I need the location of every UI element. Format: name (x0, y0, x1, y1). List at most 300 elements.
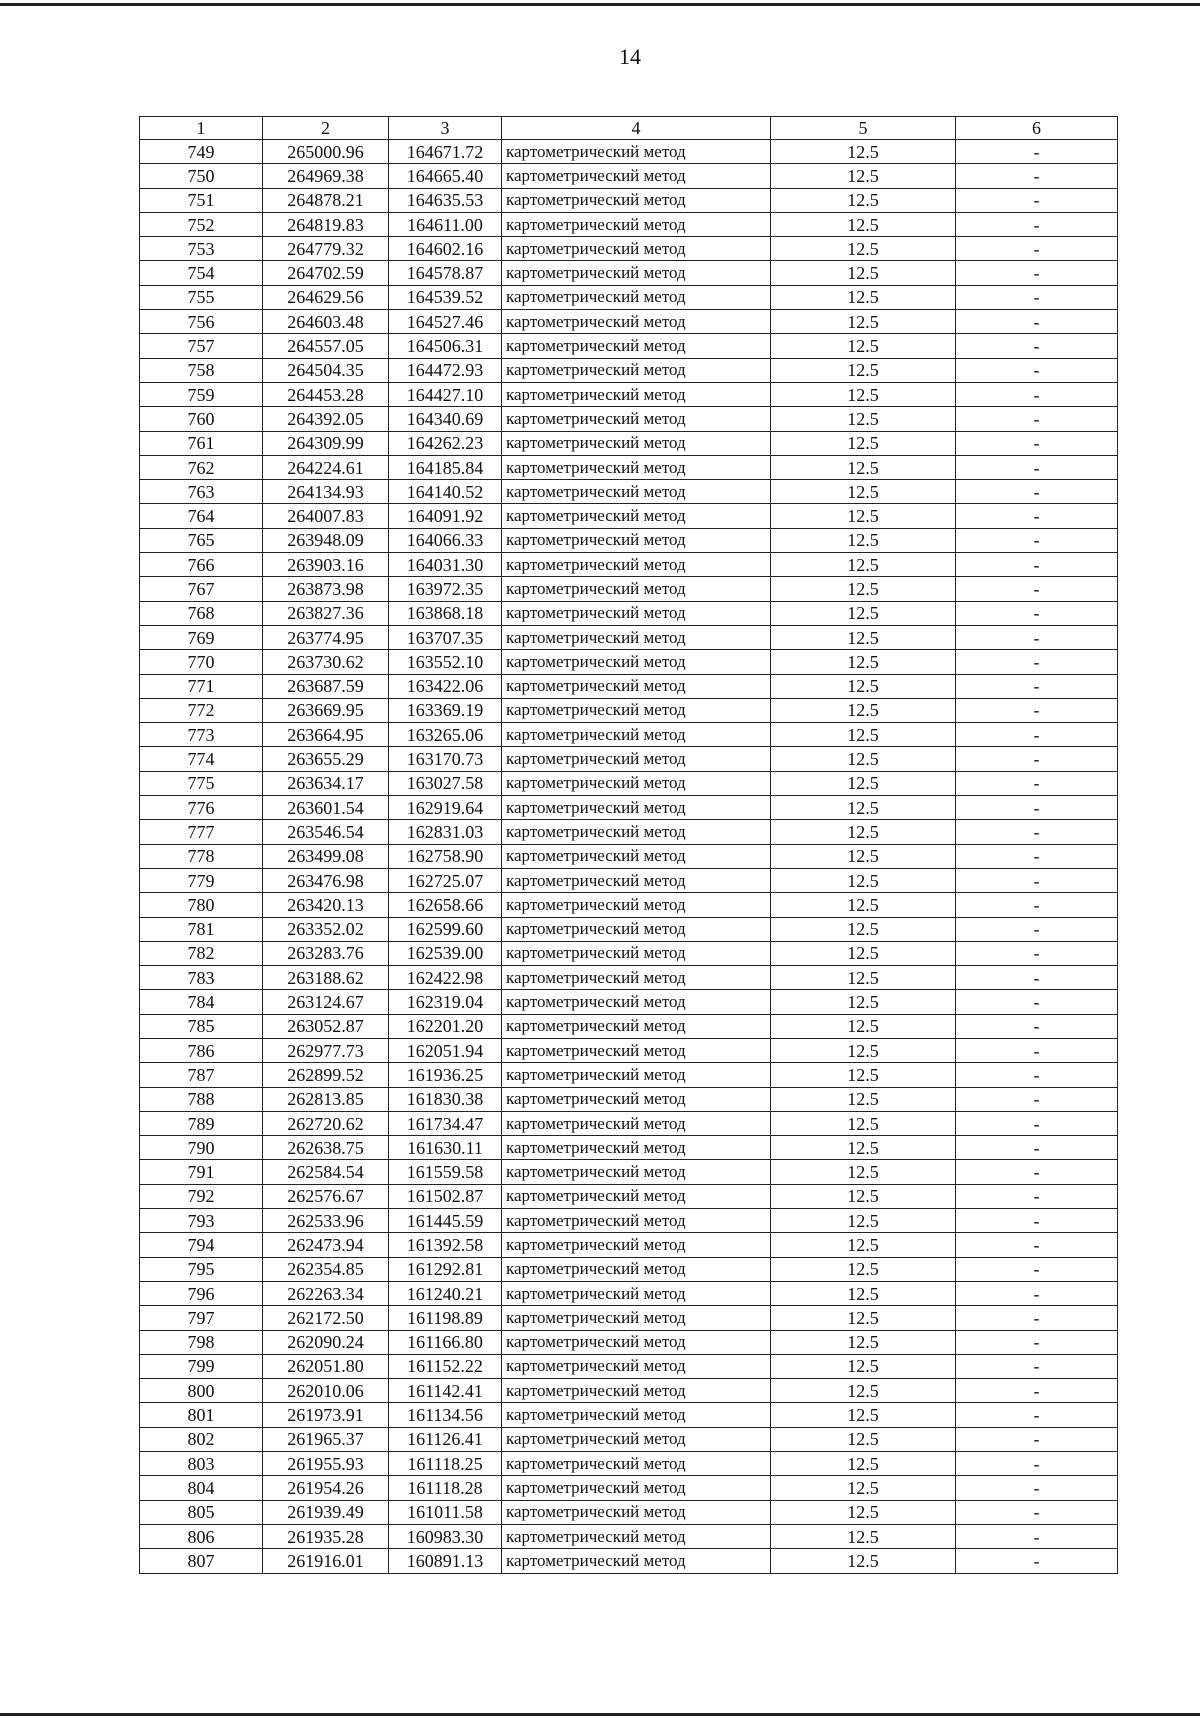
x-coordinate-cell: 263052.87 (263, 1014, 389, 1038)
y-coordinate-cell: 161734.47 (389, 1111, 502, 1135)
point-number-cell: 779 (140, 868, 263, 892)
method-cell: картометрический метод (502, 334, 771, 358)
note-cell: - (956, 1160, 1118, 1184)
y-coordinate-cell: 161830.38 (389, 1087, 502, 1111)
note-cell: - (956, 140, 1118, 164)
accuracy-cell: 12.5 (771, 553, 956, 577)
table-row (140, 747, 1118, 771)
y-coordinate-cell: 161936.25 (389, 1063, 502, 1087)
table-row (140, 310, 1118, 334)
note-cell: - (956, 553, 1118, 577)
table-row (140, 358, 1118, 382)
note-cell: - (956, 1403, 1118, 1427)
method-cell: картометрический метод (502, 1330, 771, 1354)
y-coordinate-cell: 164578.87 (389, 261, 502, 285)
accuracy-cell: 12.5 (771, 1330, 956, 1354)
note-cell: - (956, 261, 1118, 285)
note-cell: - (956, 1500, 1118, 1524)
table-row (140, 625, 1118, 649)
method-cell: картометрический метод (502, 820, 771, 844)
point-number-cell: 781 (140, 917, 263, 941)
x-coordinate-cell: 262473.94 (263, 1233, 389, 1257)
note-cell: - (956, 1452, 1118, 1476)
accuracy-cell: 12.5 (771, 480, 956, 504)
y-coordinate-cell: 163868.18 (389, 601, 502, 625)
point-number-cell: 760 (140, 407, 263, 431)
note-cell: - (956, 407, 1118, 431)
note-cell: - (956, 577, 1118, 601)
x-coordinate-cell: 261955.93 (263, 1452, 389, 1476)
y-coordinate-cell: 161126.41 (389, 1427, 502, 1451)
accuracy-cell: 12.5 (771, 407, 956, 431)
point-number-cell: 767 (140, 577, 263, 601)
method-cell: картометрический метод (502, 1306, 771, 1330)
accuracy-cell: 12.5 (771, 1354, 956, 1378)
method-cell: картометрический метод (502, 941, 771, 965)
table-row (140, 285, 1118, 309)
note-cell: - (956, 990, 1118, 1014)
point-number-cell: 806 (140, 1524, 263, 1548)
y-coordinate-cell: 161166.80 (389, 1330, 502, 1354)
note-cell: - (956, 431, 1118, 455)
accuracy-cell: 12.5 (771, 1160, 956, 1184)
table-row (140, 650, 1118, 674)
x-coordinate-cell: 264007.83 (263, 504, 389, 528)
note-cell: - (956, 358, 1118, 382)
note-cell: - (956, 966, 1118, 990)
y-coordinate-cell: 164066.33 (389, 528, 502, 552)
accuracy-cell: 12.5 (771, 528, 956, 552)
x-coordinate-cell: 263546.54 (263, 820, 389, 844)
point-number-cell: 766 (140, 553, 263, 577)
accuracy-cell: 12.5 (771, 1111, 956, 1135)
point-number-cell: 769 (140, 625, 263, 649)
accuracy-cell: 12.5 (771, 504, 956, 528)
note-cell: - (956, 917, 1118, 941)
accuracy-cell: 12.5 (771, 674, 956, 698)
accuracy-cell: 12.5 (771, 1281, 956, 1305)
table-row (140, 868, 1118, 892)
method-cell: картометрический метод (502, 188, 771, 212)
accuracy-cell: 12.5 (771, 1476, 956, 1500)
y-coordinate-cell: 161392.58 (389, 1233, 502, 1257)
y-coordinate-cell: 164340.69 (389, 407, 502, 431)
x-coordinate-cell: 264969.38 (263, 164, 389, 188)
x-coordinate-cell: 262051.80 (263, 1354, 389, 1378)
point-number-cell: 785 (140, 1014, 263, 1038)
y-coordinate-cell: 162539.00 (389, 941, 502, 965)
x-coordinate-cell: 264309.99 (263, 431, 389, 455)
point-number-cell: 763 (140, 480, 263, 504)
method-cell: картометрический метод (502, 990, 771, 1014)
x-coordinate-cell: 264629.56 (263, 285, 389, 309)
y-coordinate-cell: 164539.52 (389, 285, 502, 309)
point-number-cell: 758 (140, 358, 263, 382)
point-number-cell: 778 (140, 844, 263, 868)
method-cell: картометрический метод (502, 1379, 771, 1403)
point-number-cell: 792 (140, 1184, 263, 1208)
accuracy-cell: 12.5 (771, 358, 956, 382)
method-cell: картометрический метод (502, 212, 771, 236)
point-number-cell: 772 (140, 698, 263, 722)
point-number-cell: 774 (140, 747, 263, 771)
accuracy-cell: 12.5 (771, 310, 956, 334)
x-coordinate-cell: 262813.85 (263, 1087, 389, 1111)
y-coordinate-cell: 161502.87 (389, 1184, 502, 1208)
x-coordinate-cell: 262638.75 (263, 1136, 389, 1160)
y-coordinate-cell: 163422.06 (389, 674, 502, 698)
y-coordinate-cell: 163972.35 (389, 577, 502, 601)
table-row (140, 1160, 1118, 1184)
table-row (140, 771, 1118, 795)
accuracy-cell: 12.5 (771, 868, 956, 892)
point-number-cell: 799 (140, 1354, 263, 1378)
x-coordinate-cell: 262010.06 (263, 1379, 389, 1403)
note-cell: - (956, 212, 1118, 236)
x-coordinate-cell: 263948.09 (263, 528, 389, 552)
note-cell: - (956, 1379, 1118, 1403)
accuracy-cell: 12.5 (771, 164, 956, 188)
x-coordinate-cell: 263188.62 (263, 966, 389, 990)
note-cell: - (956, 237, 1118, 261)
accuracy-cell: 12.5 (771, 893, 956, 917)
method-cell: картометрический метод (502, 261, 771, 285)
note-cell: - (956, 1427, 1118, 1451)
y-coordinate-cell: 161011.58 (389, 1500, 502, 1524)
method-cell: картометрический метод (502, 164, 771, 188)
method-cell: картометрический метод (502, 747, 771, 771)
method-cell: картометрический метод (502, 771, 771, 795)
point-number-cell: 800 (140, 1379, 263, 1403)
x-coordinate-cell: 262090.24 (263, 1330, 389, 1354)
method-cell: картометрический метод (502, 310, 771, 334)
point-number-cell: 753 (140, 237, 263, 261)
accuracy-cell: 12.5 (771, 650, 956, 674)
accuracy-cell: 12.5 (771, 285, 956, 309)
accuracy-cell: 12.5 (771, 941, 956, 965)
point-number-cell: 752 (140, 212, 263, 236)
method-cell: картометрический метод (502, 650, 771, 674)
x-coordinate-cell: 263669.95 (263, 698, 389, 722)
table-row (140, 1038, 1118, 1062)
point-number-cell: 768 (140, 601, 263, 625)
accuracy-cell: 12.5 (771, 334, 956, 358)
x-coordinate-cell: 261939.49 (263, 1500, 389, 1524)
method-cell: картометрический метод (502, 1281, 771, 1305)
table-row (140, 1403, 1118, 1427)
note-cell: - (956, 504, 1118, 528)
accuracy-cell: 12.5 (771, 1233, 956, 1257)
y-coordinate-cell: 163027.58 (389, 771, 502, 795)
method-cell: картометрический метод (502, 140, 771, 164)
note-cell: - (956, 334, 1118, 358)
point-number-cell: 775 (140, 771, 263, 795)
x-coordinate-cell: 264224.61 (263, 455, 389, 479)
y-coordinate-cell: 162658.66 (389, 893, 502, 917)
note-cell: - (956, 796, 1118, 820)
accuracy-cell: 12.5 (771, 601, 956, 625)
accuracy-cell: 12.5 (771, 1524, 956, 1548)
point-number-cell: 777 (140, 820, 263, 844)
y-coordinate-cell: 163707.35 (389, 625, 502, 649)
accuracy-cell: 12.5 (771, 1379, 956, 1403)
table-row (140, 1524, 1118, 1548)
y-coordinate-cell: 162725.07 (389, 868, 502, 892)
note-cell: - (956, 1136, 1118, 1160)
y-coordinate-cell: 161142.41 (389, 1379, 502, 1403)
point-number-cell: 798 (140, 1330, 263, 1354)
table-row (140, 723, 1118, 747)
table-row (140, 1476, 1118, 1500)
table-row (140, 1209, 1118, 1233)
table-row (140, 577, 1118, 601)
method-cell: картометрический метод (502, 1209, 771, 1233)
point-number-cell: 765 (140, 528, 263, 552)
method-cell: картометрический метод (502, 407, 771, 431)
accuracy-cell: 12.5 (771, 723, 956, 747)
table-row (140, 1063, 1118, 1087)
accuracy-cell: 12.5 (771, 140, 956, 164)
point-number-cell: 749 (140, 140, 263, 164)
accuracy-cell: 12.5 (771, 455, 956, 479)
x-coordinate-cell: 263499.08 (263, 844, 389, 868)
point-number-cell: 790 (140, 1136, 263, 1160)
table-row (140, 237, 1118, 261)
note-cell: - (956, 1476, 1118, 1500)
table-row (140, 1184, 1118, 1208)
point-number-cell: 782 (140, 941, 263, 965)
table-row (140, 1549, 1118, 1573)
table-row (140, 1500, 1118, 1524)
table-row (140, 1306, 1118, 1330)
point-number-cell: 803 (140, 1452, 263, 1476)
x-coordinate-cell: 263774.95 (263, 625, 389, 649)
accuracy-cell: 12.5 (771, 771, 956, 795)
note-cell: - (956, 771, 1118, 795)
table-row (140, 528, 1118, 552)
note-cell: - (956, 650, 1118, 674)
accuracy-cell: 12.5 (771, 1209, 956, 1233)
x-coordinate-cell: 264603.48 (263, 310, 389, 334)
note-cell: - (956, 1354, 1118, 1378)
point-number-cell: 794 (140, 1233, 263, 1257)
point-number-cell: 776 (140, 796, 263, 820)
note-cell: - (956, 1087, 1118, 1111)
accuracy-cell: 12.5 (771, 1427, 956, 1451)
table-row (140, 990, 1118, 1014)
note-cell: - (956, 382, 1118, 406)
method-cell: картометрический метод (502, 868, 771, 892)
method-cell: картометрический метод (502, 1038, 771, 1062)
accuracy-cell: 12.5 (771, 382, 956, 406)
table-row (140, 188, 1118, 212)
method-cell: картометрический метод (502, 1111, 771, 1135)
note-cell: - (956, 285, 1118, 309)
x-coordinate-cell: 265000.96 (263, 140, 389, 164)
point-number-cell: 807 (140, 1549, 263, 1573)
y-coordinate-cell: 162831.03 (389, 820, 502, 844)
accuracy-cell: 12.5 (771, 1038, 956, 1062)
x-coordinate-cell: 264702.59 (263, 261, 389, 285)
note-cell: - (956, 528, 1118, 552)
method-cell: картометрический метод (502, 1136, 771, 1160)
x-coordinate-cell: 263283.76 (263, 941, 389, 965)
accuracy-cell: 12.5 (771, 966, 956, 990)
note-cell: - (956, 1111, 1118, 1135)
accuracy-cell: 12.5 (771, 1087, 956, 1111)
x-coordinate-cell: 263476.98 (263, 868, 389, 892)
table-row (140, 212, 1118, 236)
method-cell: картометрический метод (502, 1233, 771, 1257)
note-cell: - (956, 1281, 1118, 1305)
method-cell: картометрический метод (502, 1160, 771, 1184)
x-coordinate-cell: 264557.05 (263, 334, 389, 358)
point-number-cell: 756 (140, 310, 263, 334)
method-cell: картометрический метод (502, 285, 771, 309)
point-number-cell: 783 (140, 966, 263, 990)
y-coordinate-cell: 163552.10 (389, 650, 502, 674)
x-coordinate-cell: 264779.32 (263, 237, 389, 261)
method-cell: картометрический метод (502, 455, 771, 479)
note-cell: - (956, 1063, 1118, 1087)
table-row (140, 382, 1118, 406)
note-cell: - (956, 164, 1118, 188)
x-coordinate-cell: 263730.62 (263, 650, 389, 674)
table-row (140, 1379, 1118, 1403)
table-row (140, 1281, 1118, 1305)
table-row (140, 601, 1118, 625)
point-number-cell: 757 (140, 334, 263, 358)
accuracy-cell: 12.5 (771, 1063, 956, 1087)
note-cell: - (956, 480, 1118, 504)
x-coordinate-cell: 263352.02 (263, 917, 389, 941)
y-coordinate-cell: 161445.59 (389, 1209, 502, 1233)
table-row (140, 844, 1118, 868)
method-cell: картометрический метод (502, 893, 771, 917)
x-coordinate-cell: 261916.01 (263, 1549, 389, 1573)
header-cell: 1 (140, 117, 263, 140)
table-row (140, 1452, 1118, 1476)
table-row (140, 455, 1118, 479)
x-coordinate-cell: 262576.67 (263, 1184, 389, 1208)
table-row (140, 164, 1118, 188)
x-coordinate-cell: 262354.85 (263, 1257, 389, 1281)
method-cell: картометрический метод (502, 601, 771, 625)
x-coordinate-cell: 263655.29 (263, 747, 389, 771)
note-cell: - (956, 747, 1118, 771)
table-row (140, 917, 1118, 941)
note-cell: - (956, 1257, 1118, 1281)
note-cell: - (956, 941, 1118, 965)
table-row (140, 1111, 1118, 1135)
accuracy-cell: 12.5 (771, 1306, 956, 1330)
note-cell: - (956, 1038, 1118, 1062)
y-coordinate-cell: 160983.30 (389, 1524, 502, 1548)
x-coordinate-cell: 264392.05 (263, 407, 389, 431)
note-cell: - (956, 893, 1118, 917)
table-row (140, 966, 1118, 990)
method-cell: картометрический метод (502, 1403, 771, 1427)
accuracy-cell: 12.5 (771, 1403, 956, 1427)
point-number-cell: 802 (140, 1427, 263, 1451)
y-coordinate-cell: 164635.53 (389, 188, 502, 212)
x-coordinate-cell: 263903.16 (263, 553, 389, 577)
y-coordinate-cell: 161152.22 (389, 1354, 502, 1378)
x-coordinate-cell: 263124.67 (263, 990, 389, 1014)
note-cell: - (956, 820, 1118, 844)
accuracy-cell: 12.5 (771, 212, 956, 236)
y-coordinate-cell: 162758.90 (389, 844, 502, 868)
y-coordinate-cell: 162319.04 (389, 990, 502, 1014)
header-row (140, 117, 1118, 140)
method-cell: картометрический метод (502, 1014, 771, 1038)
method-cell: картометрический метод (502, 674, 771, 698)
y-coordinate-cell: 164611.00 (389, 212, 502, 236)
note-cell: - (956, 1549, 1118, 1573)
point-number-cell: 804 (140, 1476, 263, 1500)
header-cell: 3 (389, 117, 502, 140)
y-coordinate-cell: 164506.31 (389, 334, 502, 358)
accuracy-cell: 12.5 (771, 1184, 956, 1208)
x-coordinate-cell: 262584.54 (263, 1160, 389, 1184)
accuracy-cell: 12.5 (771, 1257, 956, 1281)
table-row (140, 674, 1118, 698)
table-row (140, 796, 1118, 820)
method-cell: картометрический метод (502, 723, 771, 747)
point-number-cell: 795 (140, 1257, 263, 1281)
method-cell: картометрический метод (502, 1354, 771, 1378)
method-cell: картометрический метод (502, 1524, 771, 1548)
point-number-cell: 754 (140, 261, 263, 285)
table-row (140, 480, 1118, 504)
table-row (140, 553, 1118, 577)
y-coordinate-cell: 164031.30 (389, 553, 502, 577)
y-coordinate-cell: 161630.11 (389, 1136, 502, 1160)
accuracy-cell: 12.5 (771, 625, 956, 649)
table-row (140, 1330, 1118, 1354)
note-cell: - (956, 1014, 1118, 1038)
method-cell: картометрический метод (502, 1087, 771, 1111)
x-coordinate-cell: 261973.91 (263, 1403, 389, 1427)
point-number-cell: 771 (140, 674, 263, 698)
x-coordinate-cell: 262977.73 (263, 1038, 389, 1062)
y-coordinate-cell: 164527.46 (389, 310, 502, 334)
top-rule (0, 3, 1200, 6)
method-cell: картометрический метод (502, 553, 771, 577)
y-coordinate-cell: 161240.21 (389, 1281, 502, 1305)
accuracy-cell: 12.5 (771, 1500, 956, 1524)
x-coordinate-cell: 263687.59 (263, 674, 389, 698)
y-coordinate-cell: 160891.13 (389, 1549, 502, 1573)
note-cell: - (956, 601, 1118, 625)
method-cell: картометрический метод (502, 966, 771, 990)
method-cell: картометрический метод (502, 358, 771, 382)
note-cell: - (956, 844, 1118, 868)
table-row (140, 1427, 1118, 1451)
point-number-cell: 770 (140, 650, 263, 674)
note-cell: - (956, 674, 1118, 698)
x-coordinate-cell: 264819.83 (263, 212, 389, 236)
point-number-cell: 787 (140, 1063, 263, 1087)
table-row (140, 1233, 1118, 1257)
x-coordinate-cell: 264453.28 (263, 382, 389, 406)
point-number-cell: 793 (140, 1209, 263, 1233)
method-cell: картометрический метод (502, 1063, 771, 1087)
accuracy-cell: 12.5 (771, 1136, 956, 1160)
accuracy-cell: 12.5 (771, 698, 956, 722)
point-number-cell: 780 (140, 893, 263, 917)
note-cell: - (956, 455, 1118, 479)
